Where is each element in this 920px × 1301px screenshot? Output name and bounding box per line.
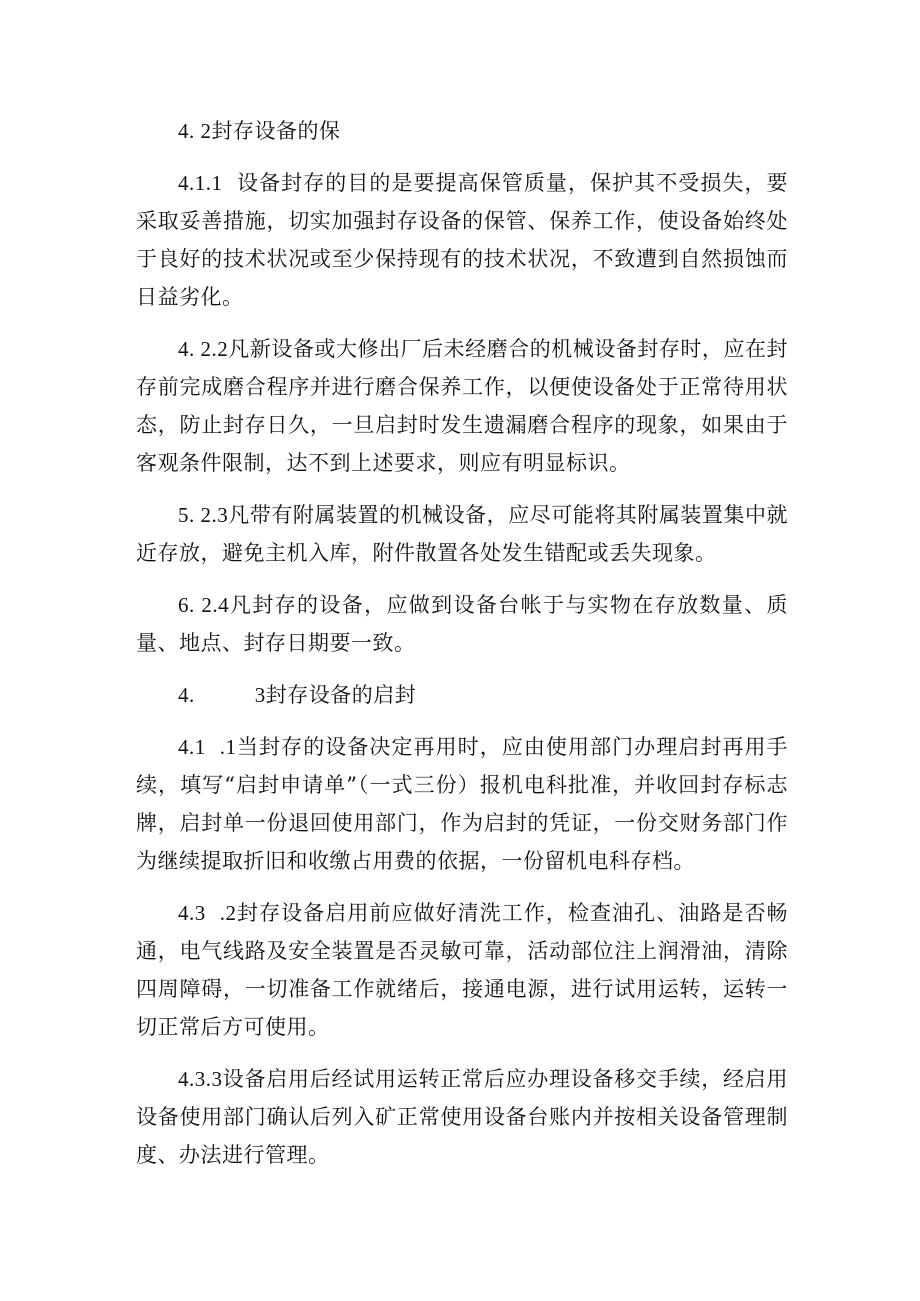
paragraph-4-1-1 <box>136 164 788 316</box>
paragraph-text: 设备启用后经试用运转正常后应办理设备移交手续，经启用设备使用部门确认后列入矿正常使用设备台账内并按相关设备管理制度、办法进行管理。 <box>136 1067 788 1167</box>
section-number: 4. <box>178 683 195 707</box>
paragraph-number: 4. 2.2 <box>178 337 229 361</box>
paragraph-6-2-4 <box>136 586 788 662</box>
paragraph-number: 4.3.3 <box>178 1067 223 1091</box>
paragraph-4-3-3 <box>136 1060 788 1174</box>
section-number-part: 3 <box>254 683 266 707</box>
section-title: 封存设备的保 <box>211 119 341 143</box>
paragraph-number: 4.3 <box>178 901 206 925</box>
paragraph-text: 凡新设备或大修出厂后未经磨合的机械设备封存时，应在封存前完成磨合程序并进行磨合保养工作，以便使设备处于正常待用状态，防止封存日久，一旦启封时发生遗漏磨合程序的现象，如果由于客观条件限制，达不到上述要求，则应有明显标识。 <box>136 337 789 475</box>
paragraph-text: 凡封存的设备，应做到设备台帐于与实物在存放数量、质量、地点、封存日期要一致。 <box>136 593 789 655</box>
paragraph-4-1 <box>136 728 788 880</box>
section-number: 4. 2 <box>178 119 212 143</box>
paragraph-text: 凡带有附属装置的机械设备，应尽可能将其附属装置集中就近存放，避免主机入库，附件散置各处发生错配或丢失现象。 <box>136 503 789 565</box>
paragraph-5-2-3 <box>136 496 788 572</box>
paragraph-text: 当封存的设备决定再用时，应由使用部门办理启封再用手续，填写“启封申请单”（一式三份）报机电科批准，并收回封存标志牌，启封单一份退回使用部门，作为启封的凭证，一份交财务部门作为继续提取折旧和收缴占用费的依据，一份留机电科存档。 <box>136 735 788 873</box>
document-body <box>136 112 788 1188</box>
section-heading-4-3 <box>136 676 788 714</box>
paragraph-4-3 <box>136 894 788 1046</box>
paragraph-number-part: .2 <box>219 901 237 925</box>
paragraph-4-2-2 <box>136 330 788 482</box>
paragraph-text: 封存设备启用前应做好清洗工作，检查油孔、油路是否畅通，电气线路及安全装置是否灵敏可靠，活动部位注上润滑油，清除四周障碍，一切准备工作就绪后，接通电源，进行试用运转，运转一切正常后方可使用。 <box>136 901 788 1039</box>
paragraph-number: 4.1 <box>178 735 206 759</box>
paragraph-number: 4.1.1 <box>178 171 223 195</box>
paragraph-number-part: .1 <box>219 735 237 759</box>
paragraph-text: 设备封存的目的是要提高保管质量，保护其不受损失，要采取妥善措施，切实加强封存设备的保管、保养工作，使设备始终处于良好的技术状况或至少保持现有的技术状况，不致遭到自然损蚀而日益劣化。 <box>136 171 788 309</box>
section-title: 封存设备的启封 <box>265 683 417 707</box>
section-heading-4-2 <box>136 112 788 150</box>
paragraph-number: 6. 2.4 <box>178 593 230 617</box>
paragraph-number: 5. 2.3 <box>178 503 229 527</box>
